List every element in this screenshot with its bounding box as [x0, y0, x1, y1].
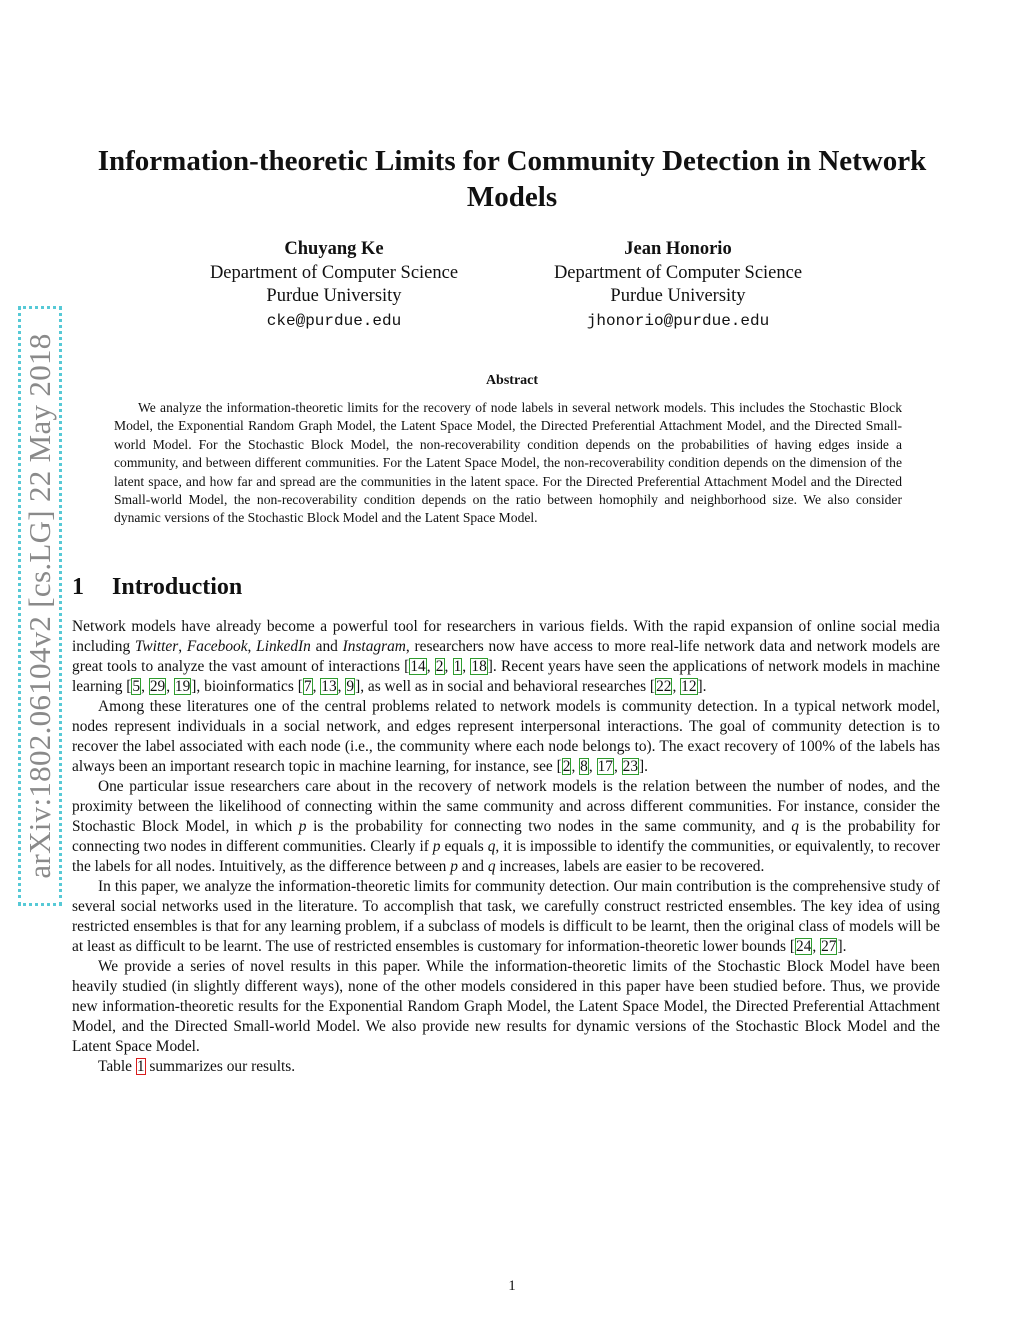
paragraph-2: Among these literatures one of the central problems related to network models is community detection. In a typical network model, nodes represent individuals in a social network, and edges represent interpersonal interactions. The goal of community detection is to recover the label associated with each node (i.e., the community where each node belongs to). The exact recovery of 100% of the labels has always been an important research topic in machine learning, for instance, see [2, 8, 17, 23].	[72, 698, 940, 775]
citation-link[interactable]: 19	[174, 678, 191, 695]
section-heading	[72, 574, 242, 601]
citation-link[interactable]: 17	[597, 758, 613, 775]
math-variable: p	[450, 858, 458, 875]
citation-link[interactable]: 7	[303, 678, 312, 695]
author-university: Purdue University	[610, 286, 746, 306]
emphasis: LinkedIn	[256, 638, 311, 655]
author-department: Department of Computer Science	[209, 262, 459, 283]
author-university: Purdue University	[266, 286, 402, 306]
abstract-text: We analyze the information-theoretic limits for the recovery of node labels in several network models. This includes the Stochastic Block Model, the Exponential Random Graph Model, the Latent Space Model, the Directed Preferential Attachment Model, and the Directed Small-world Model. For the Stochastic Block Model, the non-recoverability condition depends on the probabilities of having edges inside a community, and between different communities. For the Latent Space Model, the non-recoverability condition depends on the dimension of the latent space, and how far and spread are the communities in the latent space. For the Directed Preferential Attachment Model and the Directed Small-world Model, the non-recoverability condition depends on the ratio between homophily and neighborhood size. We also consider dynamic versions of the Stochastic Block Model and the Latent Space Model.	[114, 400, 902, 526]
paragraph-5: We provide a series of novel results in this paper. While the information-theoretic limits of the Stochastic Block Model have been heavily studied (in slightly different ways), none of the other models considered in this paper have been studied before. Thus, we provide new information-theoretic results for the Exponential Random Graph Model, the Latent Space Model, the Directed Preferential Attachment Model, and the Directed Small-world Model. We also provide new results for dynamic versions of the Stochastic Block Model and the Latent Space Model.	[72, 958, 940, 1055]
citation-link[interactable]: 12	[681, 678, 697, 695]
citation-link[interactable]: 13	[321, 678, 337, 695]
citation-link[interactable]: 23	[622, 758, 639, 775]
section-number: 1	[72, 574, 84, 600]
abstract-heading: Abstract	[485, 373, 539, 388]
author-block-2	[528, 238, 828, 333]
math-variable: q	[487, 838, 496, 855]
math-variable: q	[791, 818, 799, 835]
citation-link[interactable]: 2	[562, 758, 571, 775]
citation-link[interactable]: 18	[471, 658, 487, 675]
citation-link[interactable]: 14	[410, 658, 426, 675]
author-department: Department of Computer Science	[553, 262, 803, 283]
citation-link[interactable]: 9	[346, 678, 355, 695]
page-number: 1	[508, 1278, 516, 1294]
author-name: Chuyang Ke	[284, 239, 384, 259]
citation-link[interactable]: 1	[453, 658, 462, 675]
author-email[interactable]: jhonorio@purdue.edu	[586, 311, 770, 330]
citation-link[interactable]: 27	[821, 938, 837, 955]
math-variable: p	[432, 838, 441, 855]
arxiv-stamp[interactable]: arXiv:1802.06104v2 [cs.LG] 22 May 2018	[22, 333, 57, 879]
emphasis: Facebook	[186, 638, 248, 655]
section-title: Introduction	[112, 574, 243, 600]
emphasis: Instagram	[342, 638, 406, 655]
citation-link[interactable]: 5	[132, 678, 141, 695]
table-reference-link[interactable]: 1	[136, 1058, 145, 1075]
citation-link[interactable]: 2	[435, 658, 444, 675]
citation-link[interactable]: 29	[149, 678, 166, 695]
section-body	[72, 617, 940, 1077]
math-variable: q	[487, 858, 496, 875]
paragraph-6: Table 1 summarizes our results.	[98, 1058, 296, 1075]
author-name: Jean Honorio	[624, 239, 732, 259]
emphasis: Twitter	[134, 638, 179, 655]
citation-link[interactable]: 24	[796, 938, 812, 955]
author-email[interactable]: cke@purdue.edu	[266, 311, 402, 330]
paper-title: Information-theoretic Limits for Community Detection in Network Models	[97, 145, 927, 213]
math-variable: p	[298, 818, 307, 835]
citation-link[interactable]: 8	[580, 758, 588, 775]
author-block-1	[184, 238, 484, 333]
paragraph-3: One particular issue researchers care about in the recovery of network models is the relation between the number of nodes, and the proximity between the likelihood of connecting within the same community and across different communities. For instance, consider the Stochastic Block Model, in which p is the probability for connecting two nodes in the same community, and q is the probability for connecting two nodes in different communities. Clearly if p equals q, it is impossible to identify the communities, or equivalently, to recover the labels for all nodes. Intuitively, as the difference between p and q increases, labels are easier to be recovered.	[72, 778, 941, 875]
paragraph-1: Network models have already become a powerful tool for researchers in various fields. With the rapid expansion of online social media including Twitter, Facebook, LinkedIn and Instagram, researchers now have access to more real-life network data and network models are great tools to analyze the vast amount of interactions [14, 2, 1, 18]. Recent years have seen the applications of network models in machine learning [5, 29, 19], bioinformatics [7, 13, 9], as well as in social and behavioral researches [22, 12].	[72, 618, 940, 695]
paragraph-4: In this paper, we analyze the information-theoretic limits for community detection. Our main contribution is the comprehensive study of several social networks used in the literature. To accomplish that task, we carefully construct restricted ensembles. The key idea of using restricted ensembles is that for any learning problem, if a subclass of models is difficult to be learnt, then the original class of models will be at least as difficult to be learnt. The use of restricted ensembles is customary for information-theoretic lower bounds [24, 27].	[72, 878, 940, 955]
citation-link[interactable]: 22	[656, 678, 672, 695]
